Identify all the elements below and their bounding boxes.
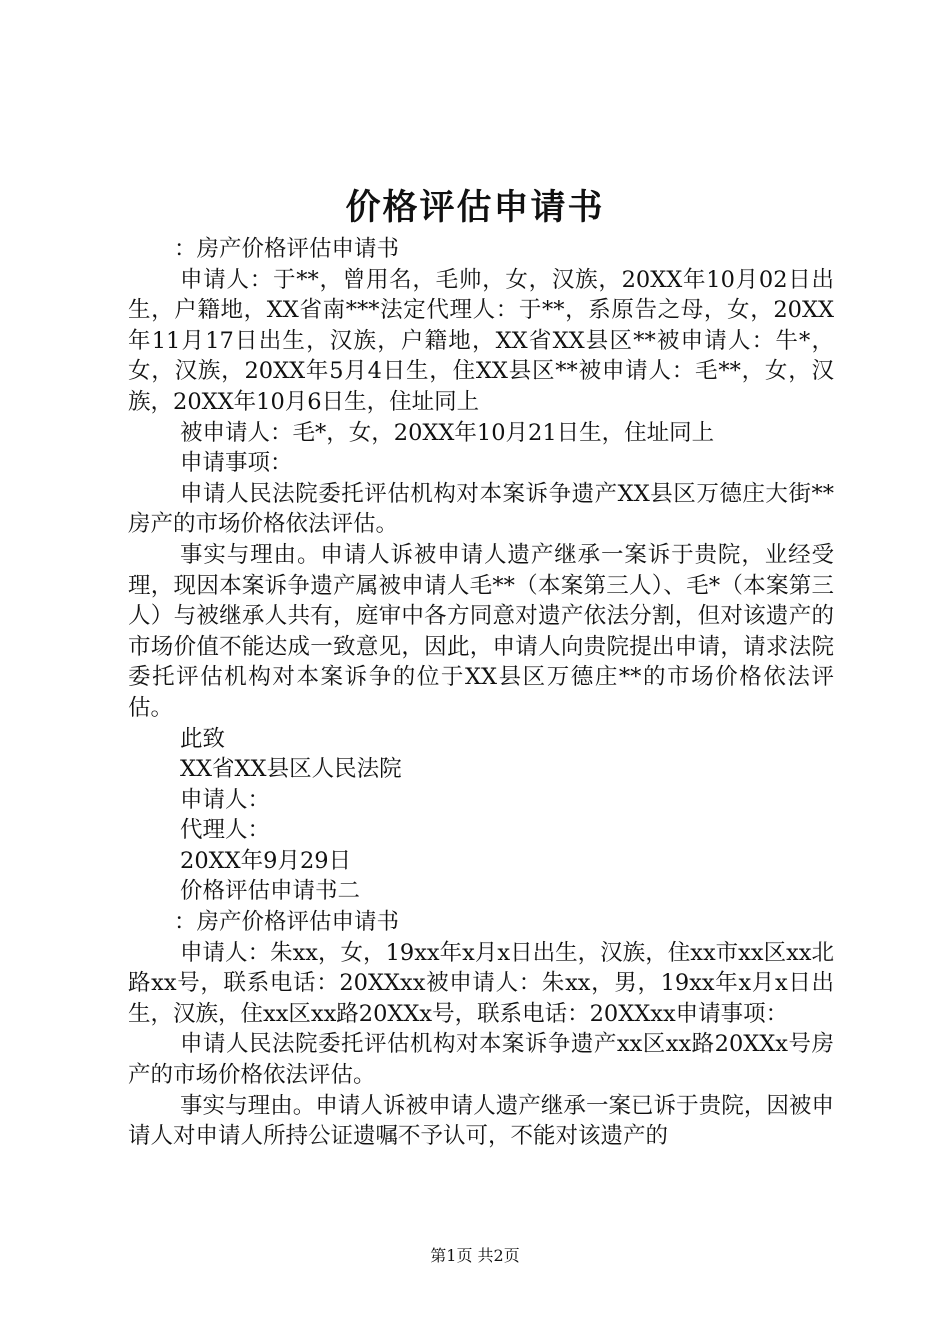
- paragraph-second-subject: ：房产价格评估申请书: [174, 909, 400, 936]
- paragraph-second-title: 价格评估申请书二: [180, 878, 361, 905]
- paragraph-court: XX省XX县区人民法院: [180, 756, 402, 783]
- page-number: 第1页 共2页: [430, 1246, 520, 1265]
- paragraph-second-facts: 事实与理由。申请人诉被申请人遗产继承一案已诉于贵院，因被申请人对申请人所持公证遗嘱不予认可，不能对该遗产的: [128, 1092, 834, 1150]
- document-title: 价格评估申请书: [345, 187, 605, 228]
- paragraph-agent-sign: 代理人：: [180, 817, 271, 844]
- paragraph-facts: 事实与理由。申请人诉被申请人遗产继承一案诉于贵院，业经受理，现因本案诉争遗产属被申请人毛**（本案第三人）、毛*（本案第三人）与被继承人共有，庭审中各方同意对遗产依法分割，但对该遗产的市场价值不能达成一致意见，因此，申请人向贵院提出申请，请求法院委托评估机构对本案诉争的位于XX县区万德庄**的市场价格依法评估。: [128, 541, 834, 721]
- paragraph-request: 申请人民法院委托评估机构对本案诉争遗产XX县区万德庄大街**房产的市场价格依法评估。: [128, 480, 834, 538]
- paragraph-applicant-sign: 申请人：: [180, 786, 271, 813]
- paragraph-second-parties: 申请人：朱xx，女，19xx年x月x日出生，汉族，住xx市xx区xx北路xx号，联系电话：20XXxx被申请人：朱xx，男，19xx年x月x日出生，汉族，住xx区xx路20XXx号，联系电话：20XXxx申请事项：: [128, 939, 834, 1027]
- paragraph-date: 20XX年9月29日: [180, 847, 352, 874]
- paragraph-parties: 申请人：于**，曾用名，毛帅，女，汉族，20XX年10月02日出生，户籍地，XX省南***法定代理人：于**，系原告之母，女，20XX年11月17日出生，汉族，户籍地，XX省XX县区**被申请人：牛*，女，汉族，20XX年5月4日生，住XX县区**被申请人：毛**，女，汉族，20XX年10月6日生，住址同上: [128, 266, 834, 415]
- paragraph-subject: ：房产价格评估申请书: [174, 236, 400, 262]
- paragraph-request-heading: 申请事项：: [180, 450, 293, 477]
- paragraph-respondent: 被申请人：毛*，女，20XX年10月21日生，住址同上: [180, 419, 715, 446]
- paragraph-second-request: 申请人民法院委托评估机构对本案诉争遗产xx区xx路20XXx号房产的市场价格依法评估。: [128, 1031, 834, 1089]
- document-body: [128, 234, 834, 1152]
- paragraph-salutation: 此致: [180, 725, 226, 752]
